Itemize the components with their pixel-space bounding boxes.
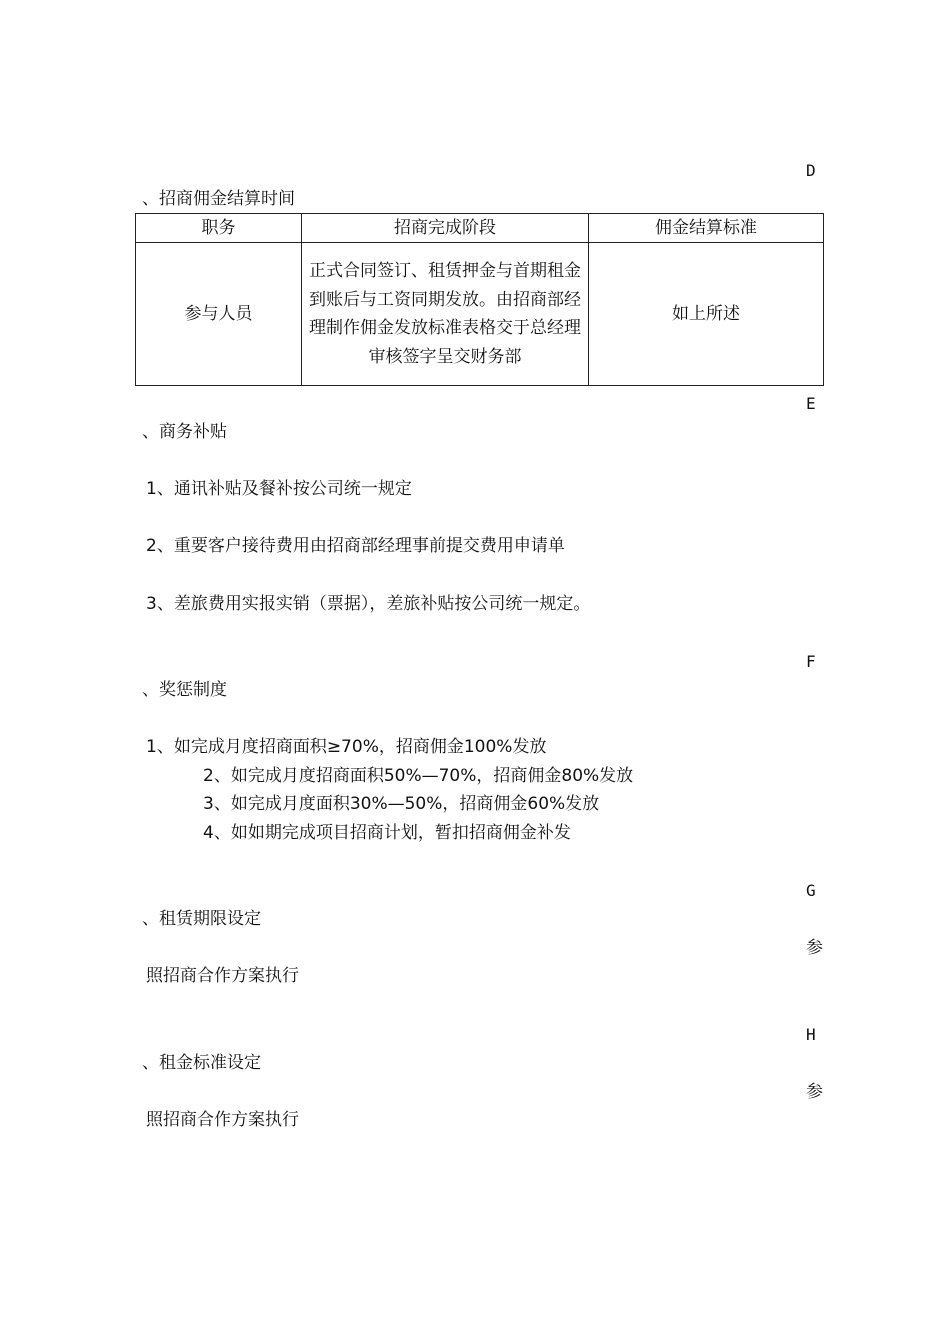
section-g-text: 照招商合作方案执行 [146, 966, 299, 986]
header-stage: 招商完成阶段 [302, 214, 589, 243]
list-item: 3、差旅费用实报实销（票据），差旅补贴按公司统一规定。 [146, 594, 591, 614]
section-g-prefix: 参 [806, 938, 823, 958]
list-item: 4、如如期完成项目招商计划，暂扣招商佣金补发 [203, 823, 571, 843]
section-h-text: 照招商合作方案执行 [146, 1110, 299, 1130]
list-item: 1、如完成月度招商面积≥70%，招商佣金100%发放 [146, 737, 547, 757]
list-item: 3、如完成月度面积30%—50%，招商佣金60%发放 [203, 794, 600, 814]
header-position: 职务 [136, 214, 302, 243]
list-item: 1、通讯补贴及餐补按公司统一规定 [146, 479, 412, 499]
section-letter-g: G [806, 881, 816, 900]
section-title-rent-standard: 、租金标准设定 [142, 1053, 261, 1073]
header-standard: 佣金结算标准 [589, 214, 824, 243]
cell-stage: 正式合同签订、租赁押金与首期租金到账后与工资同期发放。由招商部经理制作佣金发放标准表格交于总经理审核签字呈交财务部 [302, 243, 589, 386]
section-title-lease-term: 、租赁期限设定 [142, 909, 261, 929]
list-item: 2、如完成月度招商面积50%—70%，招商佣金80%发放 [203, 766, 634, 786]
cell-position: 参与人员 [136, 243, 302, 386]
section-title-commission-time: 、招商佣金结算时间 [142, 189, 295, 209]
section-title-reward-penalty: 、奖惩制度 [142, 680, 227, 700]
commission-table [135, 213, 824, 386]
section-title-business-subsidy: 、商务补贴 [142, 422, 227, 442]
table-row [136, 243, 824, 386]
section-letter-e: E [806, 394, 816, 413]
list-item: 2、重要客户接待费用由招商部经理事前提交费用申请单 [146, 536, 565, 556]
cell-standard: 如上所述 [589, 243, 824, 386]
section-letter-f: F [806, 652, 816, 671]
table-header-row [136, 214, 824, 243]
section-letter-h: H [806, 1025, 816, 1044]
section-letter-d: D [806, 161, 816, 180]
section-h-prefix: 参 [806, 1082, 823, 1102]
